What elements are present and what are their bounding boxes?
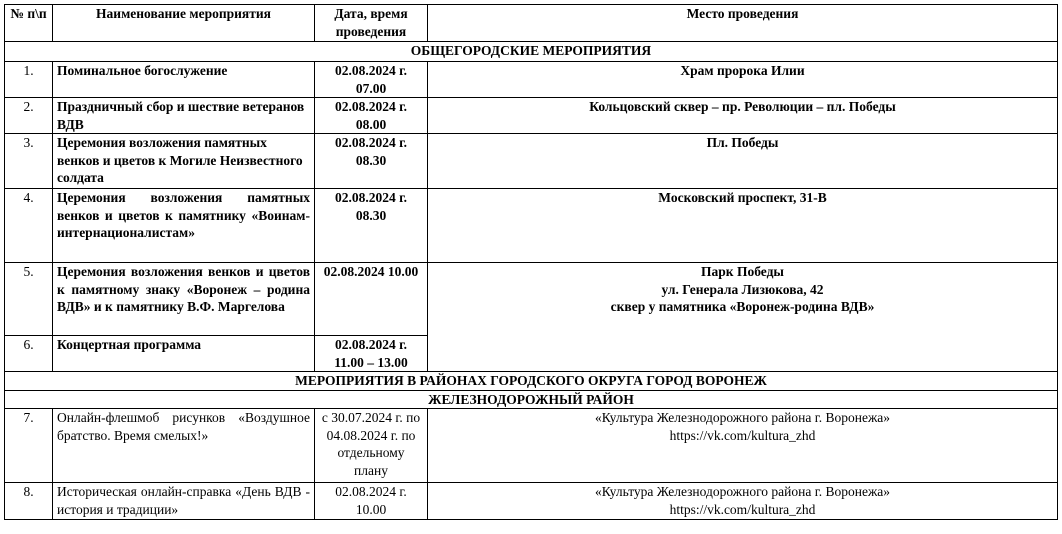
place-line: Храм пророка Илии <box>680 63 805 78</box>
place-line: Кольцовский сквер – пр. Революции – пл. Победы <box>589 99 896 114</box>
row-name: Церемония возложения венков и цветов к памятному знаку «Воронеж – родина ВДВ» и к памятнику В.Ф. Маргелова <box>53 263 315 336</box>
row-place <box>428 189 1058 263</box>
table-row <box>5 62 1058 98</box>
row-num: 2. <box>5 98 53 134</box>
row-name: Церемония возложения памятных венков и цветов к памятнику «Воинам-интернационалистам» <box>53 189 315 263</box>
row-date: 02.08.2024 г. 08.30 <box>315 134 428 189</box>
section-row <box>5 390 1058 409</box>
table-header-row <box>5 5 1058 42</box>
row-num: 1. <box>5 62 53 98</box>
row-num: 5. <box>5 263 53 336</box>
section-city-title: ОБЩЕГОРОДСКИЕ МЕРОПРИЯТИЯ <box>5 42 1058 62</box>
table-row <box>5 98 1058 134</box>
row-name: Церемония возложения памятных венков и цветов к Могиле Неизвестного солдата <box>53 134 315 189</box>
row-place <box>428 409 1058 483</box>
row-num: 7. <box>5 409 53 483</box>
row-name: Поминальное богослужение <box>53 62 315 98</box>
row-place <box>428 483 1058 520</box>
place-line: Пл. Победы <box>706 135 779 150</box>
row-place <box>428 62 1058 98</box>
header-date: Дата, время проведения <box>315 5 428 42</box>
place-line: ул. Генерала Лизюкова, 42 <box>661 281 824 297</box>
row-name: Онлайн-флешмоб рисунков «Воздушное братство. Время смелых!» <box>53 409 315 483</box>
place-link[interactable]: https://vk.com/kultura_zhd <box>669 501 816 517</box>
table-row <box>5 189 1058 263</box>
row-num: 3. <box>5 134 53 189</box>
header-name: Наименование мероприятия <box>53 5 315 42</box>
place-line: «Культура Железнодорожного района г. Воронежа» <box>594 484 891 499</box>
section-districts-title: МЕРОПРИЯТИЯ В РАЙОНАХ ГОРОДСКОГО ОКРУГА ГОРОД ВОРОНЕЖ <box>5 372 1058 391</box>
row-date: 02.08.2024 10.00 <box>315 263 428 336</box>
row-num: 6. <box>5 336 53 372</box>
place-line: сквер у памятника «Воронеж-родина ВДВ» <box>610 299 875 314</box>
row-date: 02.08.2024 г. 08.30 <box>315 189 428 263</box>
section-row <box>5 372 1058 391</box>
place-link[interactable]: https://vk.com/kultura_zhd <box>669 427 816 443</box>
row-name: Концертная программа <box>53 336 315 372</box>
section-row <box>5 42 1058 62</box>
row-num: 4. <box>5 189 53 263</box>
row-date: 02.08.2024 г. 10.00 <box>315 483 428 520</box>
table-row <box>5 263 1058 336</box>
header-place: Место проведения <box>428 5 1058 42</box>
row-name: Историческая онлайн-справка «День ВДВ - история и традиции» <box>53 483 315 520</box>
table-row <box>5 409 1058 483</box>
row-place <box>428 263 1058 372</box>
row-name: Праздничный сбор и шествие ветеранов ВДВ <box>53 98 315 134</box>
place-line: Парк Победы <box>701 264 784 279</box>
table-row <box>5 483 1058 520</box>
row-place <box>428 98 1058 134</box>
section-zhd-title: ЖЕЛЕЗНОДОРОЖНЫЙ РАЙОН <box>5 390 1058 409</box>
row-num: 8. <box>5 483 53 520</box>
row-place <box>428 134 1058 189</box>
row-date: 02.08.2024 г. 11.00 – 13.00 <box>315 336 428 372</box>
table-row <box>5 134 1058 189</box>
place-line: «Культура Железнодорожного района г. Воронежа» <box>594 410 891 425</box>
row-date: 02.08.2024 г. 08.00 <box>315 98 428 134</box>
events-table <box>4 4 1058 520</box>
place-line: Московский проспект, 31-В <box>658 190 827 205</box>
row-date: с 30.07.2024 г. по 04.08.2024 г. по отдельному плану <box>315 409 428 483</box>
header-num: № п\п <box>5 5 53 42</box>
row-date: 02.08.2024 г. 07.00 <box>315 62 428 98</box>
